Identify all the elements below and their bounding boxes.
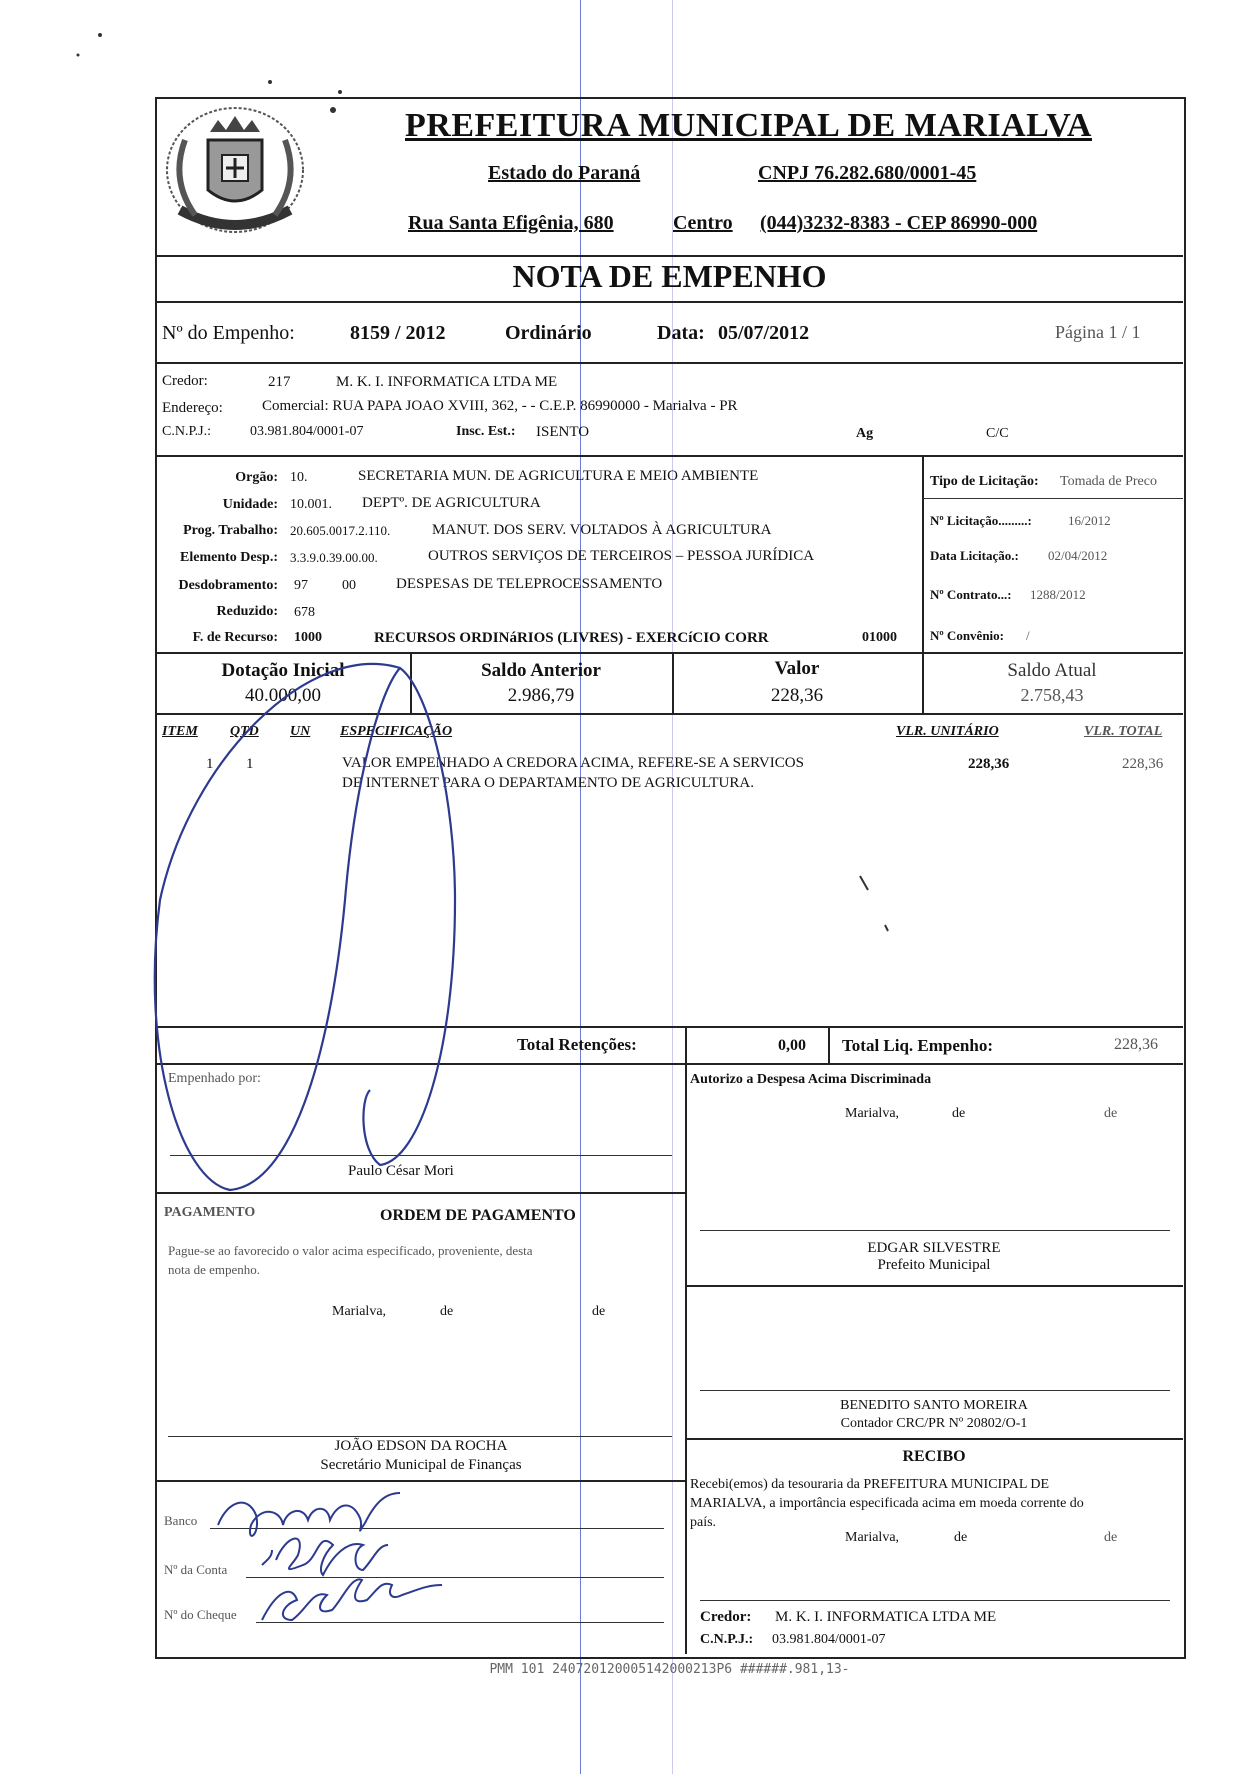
unidade-desc: DEPTº. DE AGRICULTURA [362,495,541,511]
desdobramento-label: Desdobramento: [178,578,278,593]
empenho-number-label: Nº do Empenho: [162,322,295,344]
elemento-code: 3.3.9.0.39.00.00. [290,550,378,565]
autorizo-de2: de [1104,1106,1118,1121]
fonte-number: 01000 [862,630,897,645]
desdobramento-a: 97 [294,578,308,593]
ag-label: Ag [856,426,874,441]
licitacao-number: 16/2012 [1068,513,1111,528]
header-cnpj: CNPJ 76.282.680/0001-45 [758,162,977,184]
prog-desc: MANUT. DOS SERV. VOLTADOS À AGRICULTURA [432,522,772,538]
recibo-cnpj: 03.981.804/0001-07 [772,1632,886,1647]
recibo-line3: país. [690,1515,717,1530]
licitacao-number-label: Nº Licitação.........: [930,513,1032,528]
valor-label: Valor [774,658,820,679]
recibo-line2: MARIALVA, a importância especificada acima em moeda corrente do [690,1496,1084,1511]
contador-role: Contador CRC/PR Nº 20802/O-1 [840,1416,1028,1431]
secretario-name: JOÃO EDSON DA ROCHA [334,1438,508,1454]
saldo-atual-value: 2.758,43 [1020,685,1084,705]
ordem-pagamento-label: ORDEM DE PAGAMENTO [380,1207,576,1224]
recibo-cnpj-label: C.N.P.J.: [700,1632,754,1647]
valor-value: 228,36 [770,685,824,706]
pagamento-de2: de [592,1304,606,1319]
elemento-desc: OUTROS SERVIÇOS DE TERCEIROS – PESSOA JURÍDICA [428,548,815,564]
tipo-licitacao-label: Tipo de Licitação: [930,474,1039,489]
item-qtd: 1 [246,756,254,772]
item-total-value: 228,36 [1122,756,1164,772]
unidade-code: 10.001. [290,497,332,512]
empenhado-label: Empenhado por: [168,1071,261,1086]
credor-cnpj: 03.981.804/0001-07 [250,424,364,439]
col-vlr-total: VLR. TOTAL [1084,724,1163,739]
fonte-code: 1000 [294,630,322,645]
empenho-date-label: Data: [657,322,705,344]
cheque-label: Nº do Cheque [164,1607,237,1622]
orgao-label: Orgão: [235,470,278,485]
header-state: Estado do Paraná [488,162,641,184]
contrato-number: 1288/2012 [1030,587,1086,602]
dotacao-inicial-label: Dotação Inicial [221,660,345,681]
pagamento-de1: de [440,1304,454,1319]
footer-code: PMM 101 240720120005142000213P6 ######.981,13- [489,1662,850,1677]
orgao-desc: SECRETARIA MUN. DE AGRICULTURA E MEIO AMBIENTE [358,468,759,484]
recibo-line1: Recebi(emos) da tesouraria da PREFEITURA MUNICIPAL DE [690,1477,1050,1492]
prog-code: 20.605.0017.2.110. [290,523,391,538]
elemento-label: Elemento Desp.: [180,550,278,565]
reduzido-code: 678 [294,605,315,620]
pague-line1: Pague-se ao favorecido o valor acima especificado, proveniente, desta [168,1243,533,1258]
header-street: Rua Santa Efigênia, 680 [408,212,614,234]
total-retencoes-value: 0,00 [778,1037,806,1054]
banco-label: Banco [164,1513,198,1528]
document-title: NOTA DE EMPENHO [512,258,827,294]
col-vlr-unitario: VLR. UNITÁRIO [896,724,999,739]
credor-code: 217 [268,374,291,390]
recibo-credor-name: M. K. I. INFORMATICA LTDA ME [775,1609,997,1625]
licitacao-date-label: Data Licitação.: [930,548,1019,563]
col-especificacao: ESPECIFICAÇÃO [340,724,453,739]
autorizo-de1: de [952,1106,966,1121]
col-qtd: QTD [230,724,259,739]
conta-label: Nº da Conta [164,1562,228,1577]
cnpj-label: C.N.P.J.: [162,424,212,439]
contrato-label: Nº Contrato...: [930,587,1012,602]
total-liquido-label: Total Liq. Empenho: [842,1036,993,1055]
recibo-city: Marialva, [845,1530,900,1545]
prog-label: Prog. Trabalho: [183,523,278,538]
convenio-label: Nº Convênio: [930,628,1004,643]
tipo-licitacao: Tomada de Preco [1060,474,1157,489]
saldo-anterior-label: Saldo Anterior [481,660,601,681]
address-label: Endereço: [162,400,223,416]
recibo-de1: de [954,1530,968,1545]
fonte-desc: RECURSOS ORDINáRIOS (LIVRES) - EXERCíCIO CORR [374,630,769,646]
item-number: 1 [206,756,214,772]
credor-label: Credor: [162,373,208,389]
total-retencoes-label: Total Retenções: [517,1035,637,1054]
convenio-number: / [1026,628,1030,643]
header-phone-cep: (044)3232-8383 - CEP 86990-000 [760,212,1038,234]
empenho-type: Ordinário [505,322,592,344]
dotacao-inicial-value: 40.000,00 [245,685,321,706]
unidade-label: Unidade: [222,497,278,512]
credor-name: M. K. I. INFORMATICA LTDA ME [336,374,558,390]
col-item: ITEM [162,724,198,739]
col-un: UN [290,724,311,739]
desdobramento-b: 00 [342,578,356,593]
item-unit-value: 228,36 [968,756,1010,772]
credor-address: Comercial: RUA PAPA JOAO XVIII, 362, - - C.E.P. 86990000 - Marialva - PR [262,398,738,414]
contador-name: BENEDITO SANTO MOREIRA [840,1398,1028,1413]
autorizo-city: Marialva, [845,1106,900,1121]
reduzido-label: Reduzido: [216,604,278,619]
empenho-date: 05/07/2012 [718,322,810,344]
header-title: PREFEITURA MUNICIPAL DE MARIALVA [405,107,1092,144]
saldo-atual-label: Saldo Atual [1007,660,1097,681]
pague-line2: nota de empenho. [168,1262,261,1277]
item-spec-line1: VALOR EMPENHADO A CREDORA ACIMA, REFERE-SE A SERVICOS [342,755,804,771]
licitacao-date: 02/04/2012 [1048,548,1108,563]
prefeito-name: EDGAR SILVESTRE [867,1240,1001,1256]
fonte-label: F. de Recurso: [192,630,278,645]
item-spec-line2: DE INTERNET PARA O DEPARTAMENTO DE AGRICULTURA. [342,775,754,791]
recibo-title: RECIBO [902,1448,966,1465]
recibo-credor-label: Credor: [700,1609,752,1625]
empenhado-name: Paulo César Mori [348,1163,454,1179]
page-indicator: Página 1 / 1 [1055,322,1141,342]
total-liquido-value: 228,36 [1114,1036,1158,1053]
header-district: Centro [673,212,733,234]
autorizo-label: Autorizo a Despesa Acima Discriminada [690,1072,932,1087]
recibo-de2: de [1104,1530,1118,1545]
empenho-number: 8159 / 2012 [350,322,446,344]
orgao-code: 10. [290,470,308,485]
pagamento-city: Marialva, [332,1304,387,1319]
desdobramento-desc: DESPESAS DE TELEPROCESSAMENTO [396,576,663,592]
pagamento-label: PAGAMENTO [164,1205,256,1220]
insc-value: ISENTO [536,424,590,440]
saldo-anterior-value: 2.986,79 [507,685,575,706]
secretario-role: Secretário Municipal de Finanças [320,1457,522,1473]
insc-label: Insc. Est.: [456,424,516,439]
prefeito-role: Prefeito Municipal [877,1257,991,1273]
cc-label: C/C [986,426,1009,441]
